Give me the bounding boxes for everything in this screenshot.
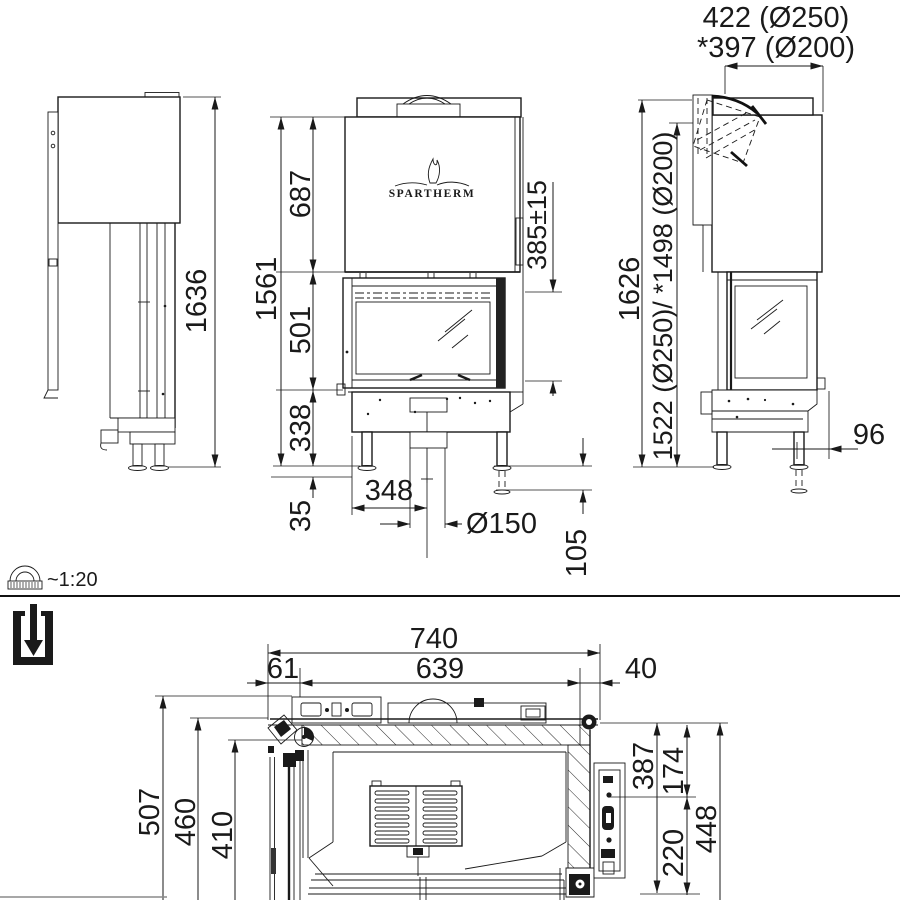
dim-plan-inner-width: 639 bbox=[415, 653, 465, 685]
dim-air-inlet-offset: 348 bbox=[364, 475, 414, 507]
dim-plan-overall-width: 740 bbox=[409, 623, 459, 655]
scale-label: ~1:20 bbox=[47, 569, 98, 591]
dim-depth-inner: 410 bbox=[207, 810, 239, 860]
logo-text: SPARTHERM bbox=[388, 188, 476, 200]
plan-view bbox=[0, 623, 728, 900]
dim-left-overall-height: 1636 bbox=[181, 268, 213, 334]
dim-air-inlet-diameter: Ø150 bbox=[466, 508, 537, 540]
dim-base-height: 338 bbox=[285, 403, 317, 453]
dim-firebox-height: 501 bbox=[285, 305, 317, 355]
dim-plan-right-offset: 40 bbox=[624, 653, 658, 685]
dim-flue-axis-height: 1522 (Ø250)/ *1498 (Ø200) bbox=[648, 131, 678, 461]
dim-rear-leg-offset: 96 bbox=[852, 419, 886, 451]
dim-front-total-height: 1561 bbox=[251, 256, 283, 322]
dim-depth-with-door: 507 bbox=[134, 787, 166, 837]
dim-depth-lower: 220 bbox=[658, 828, 690, 878]
latch-mechanism bbox=[594, 763, 625, 878]
protractor-icon bbox=[8, 566, 42, 589]
side-view-right bbox=[614, 2, 885, 493]
dim-glass-height: 385±15 bbox=[522, 180, 552, 270]
dim-right-overall-height: 1626 bbox=[614, 256, 646, 322]
dim-plan-left-offset: 61 bbox=[266, 653, 300, 685]
dim-hood-height: 687 bbox=[285, 169, 317, 219]
dim-flue-offset-200: *397 (Ø200) bbox=[697, 32, 855, 64]
plan-view-icon bbox=[13, 604, 53, 665]
front-view bbox=[251, 96, 593, 578]
grate bbox=[370, 781, 462, 876]
dim-overall-depth: 448 bbox=[691, 804, 723, 854]
side-view-left bbox=[44, 93, 221, 471]
dim-depth-mid: 460 bbox=[170, 797, 202, 847]
dim-flue-offset-250: 422 (Ø250) bbox=[702, 2, 850, 34]
dim-foot-adjust: 35 bbox=[285, 499, 317, 533]
dim-depth-upper: 174 bbox=[658, 746, 690, 796]
dim-depth-front-to-back: 387 bbox=[628, 741, 660, 791]
dim-air-inlet-drop: 105 bbox=[561, 528, 593, 578]
